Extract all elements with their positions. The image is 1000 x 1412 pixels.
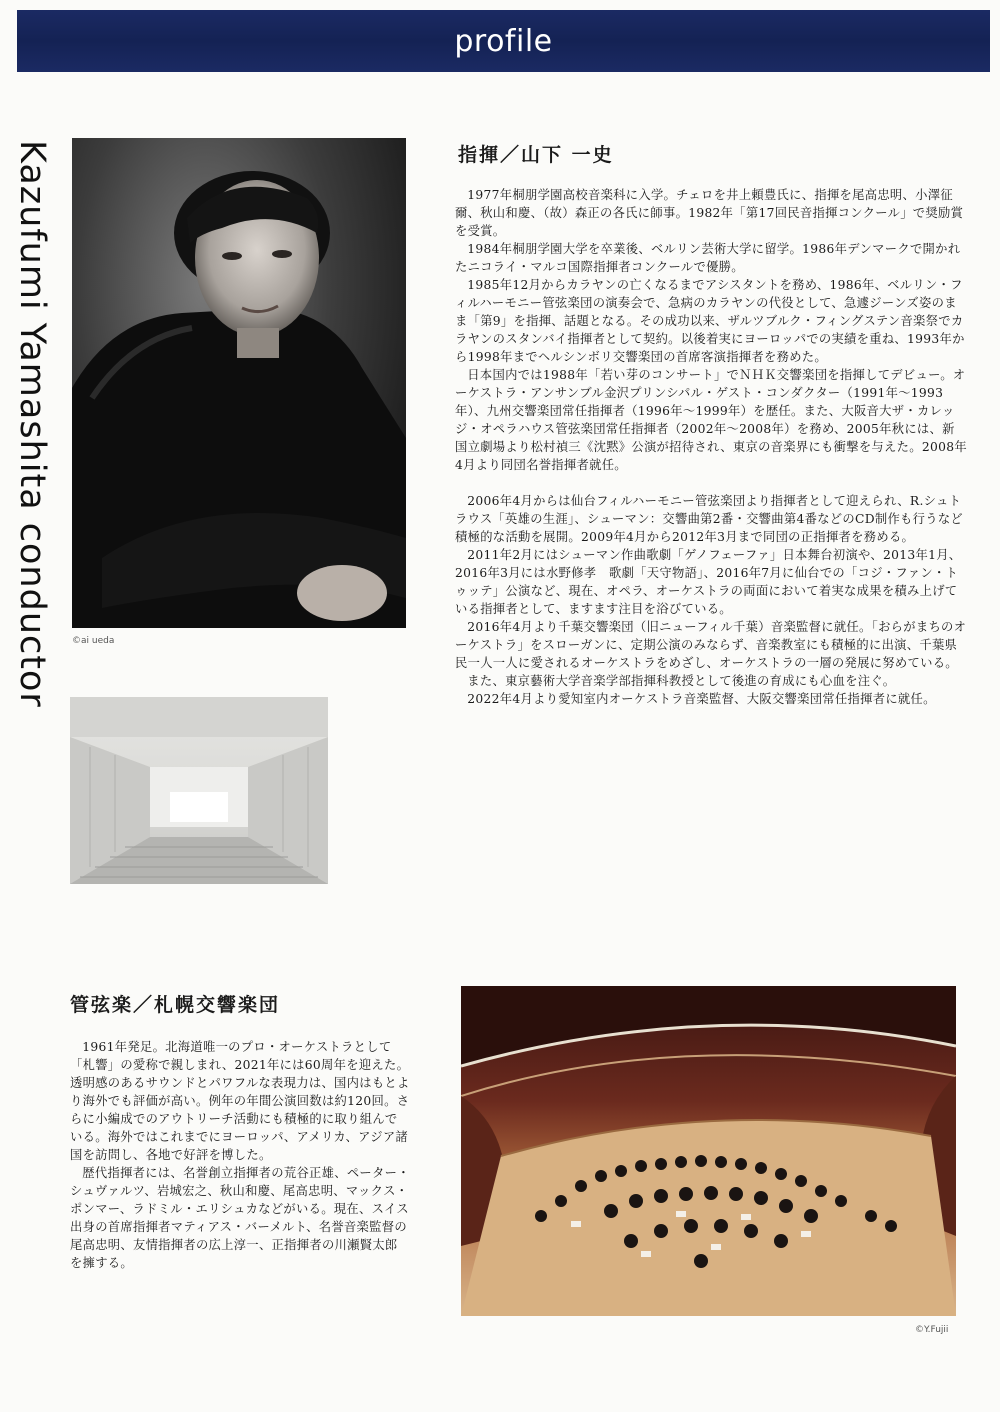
bio-paragraph: 1984年桐朋学園大学を卒業後、ベルリン芸術大学に留学。1986年デンマークで開かれたニコライ・マルコ国際指揮者コンクールで優勝。: [455, 242, 961, 274]
bio-paragraph: 1977年桐朋学園高校音楽科に入学。チェロを井上頼豊氏に、指揮を尾高忠明、小澤征爾、秋山和慶、（故）森正の各氏に師事。1982年「第17回民音指揮コンクール」で奨励賞を受賞。: [455, 188, 964, 238]
orchestra-paragraph: 1961年発足。北海道唯一のプロ・オーケストラとして「札響」の愛称で親しまれ、2021年には60周年を迎えた。透明感のあるサウンドとパワフルな表現力は、国内はもとより海外でも評価が高い。例年の年間公演回数は約120回。さらに小編成でのアウトリーチ活動にも積極的に取り組んでいる。海外ではこれまでにヨーロッパ、アメリカ、アジア諸国を訪問し、各地で好評を博した。: [70, 1040, 410, 1162]
bio-paragraph: 日本国内では1988年「若い芽のコンサート」でＮＨＫ交響楽団を指揮してデビュー。オーケストラ・アンサンブル金沢プリンシパル・ゲスト・コンダクター（1991年〜1993年）、九州交響楽団常任指揮者（1996年〜1999年）を歴任。また、大阪音大ザ・カレッジ・オペラハウス管弦楽団常任指揮者（2002年〜2008年）を務め、2005年秋には、新国立劇場より松村禎三《沈黙》公演が招待され、東京の音楽界にも衝撃を与えた。2008年4月より同団名誉指揮者就任。: [455, 368, 967, 472]
bio-paragraph: 2016年4月より千葉交響楽団（旧ニューフィル千葉）音楽監督に就任。「おらがまちのオーケストラ」をスローガンに、定期公演のみならず、音楽教室にも積極的に出演、千葉県民一人一人に愛されるオーケストラをめざし、オーケストラの一層の発展に努めている。: [455, 620, 967, 670]
photo-credit: ©ai ueda: [72, 636, 115, 646]
orchestra-bio: [70, 1038, 410, 1272]
concert-hall-image: [70, 697, 328, 884]
vertical-name-text: Kazufumi Yamashita conductor: [12, 140, 52, 708]
vertical-name-block: [6, 140, 58, 860]
orchestra-photo: [461, 986, 956, 1316]
conductor-heading: 指揮／山下 一史: [458, 144, 614, 166]
bio-paragraph: 2022年4月より愛知室内オーケストラ音楽監督、大阪交響楽団常任指揮者に就任。: [467, 692, 936, 706]
bio-paragraph: 1985年12月からカラヤンの亡くなるまでアシスタントを務め、1986年、ベルリン・フィルハーモニー管弦楽団の演奏会で、急病のカラヤンの代役として、急遽ジーンズ姿のまま「第9」を指揮、話題となる。その成功以来、ザルツブルク・フィングステン音楽祭でカラヤンのスタンバイ指揮者として契約。以後着実にヨーロッパでの実績を重ね、1993年から1998年までヘルシンボリ交響楽団の首席客演指揮者を務めた。: [455, 278, 965, 364]
conductor-bio: [455, 186, 967, 708]
orchestra-heading: 管弦楽／札幌交響楽団: [70, 994, 281, 1016]
profile-header: [17, 10, 990, 72]
header-title: profile: [454, 23, 553, 59]
bio-paragraph: 2011年2月にはシューマン作曲歌劇「ゲノフェーファ」日本舞台初演や、2013年1月、2016年3月には水野修孝 歌劇「天守物語」、2016年7月に仙台での「コジ・ファン・トゥッテ」公演など、現在、オペラ、オーケストラの両面において着実な成果を積み上げている指揮者として、ますます注目を浴びている。: [455, 548, 962, 616]
bio-paragraph: 2006年4月からは仙台フィルハーモニー管弦楽団より指揮者として迎えられ、R.シュトラウス「英雄の生涯」、シューマン：交響曲第2番・交響曲第4番などのCD制作も行うなど積極的な活動を展開。2009年4月から2012年3月まで同団の正指揮者を務める。: [455, 494, 964, 544]
orchestra-photo-credit: ©Y.Fujii: [915, 1325, 949, 1335]
bio-paragraph: また、東京藝術大学音楽学部指揮科教授として後進の育成にも心血を注ぐ。: [467, 674, 896, 688]
conductor-photo: [72, 138, 406, 628]
orchestra-paragraph: 歴代指揮者には、名誉創立指揮者の荒谷正雄、ペーター・シュヴァルツ、岩城宏之、秋山和慶、尾高忠明、マックス・ポンマー、ラドミル・エリシュカなどがいる。現在、スイス出身の首席指揮者マティアス・バーメルト、名誉音楽監督の尾高忠明、友情指揮者の広上淳一、正指揮者の川瀬賢太郎を擁する。: [70, 1166, 410, 1270]
